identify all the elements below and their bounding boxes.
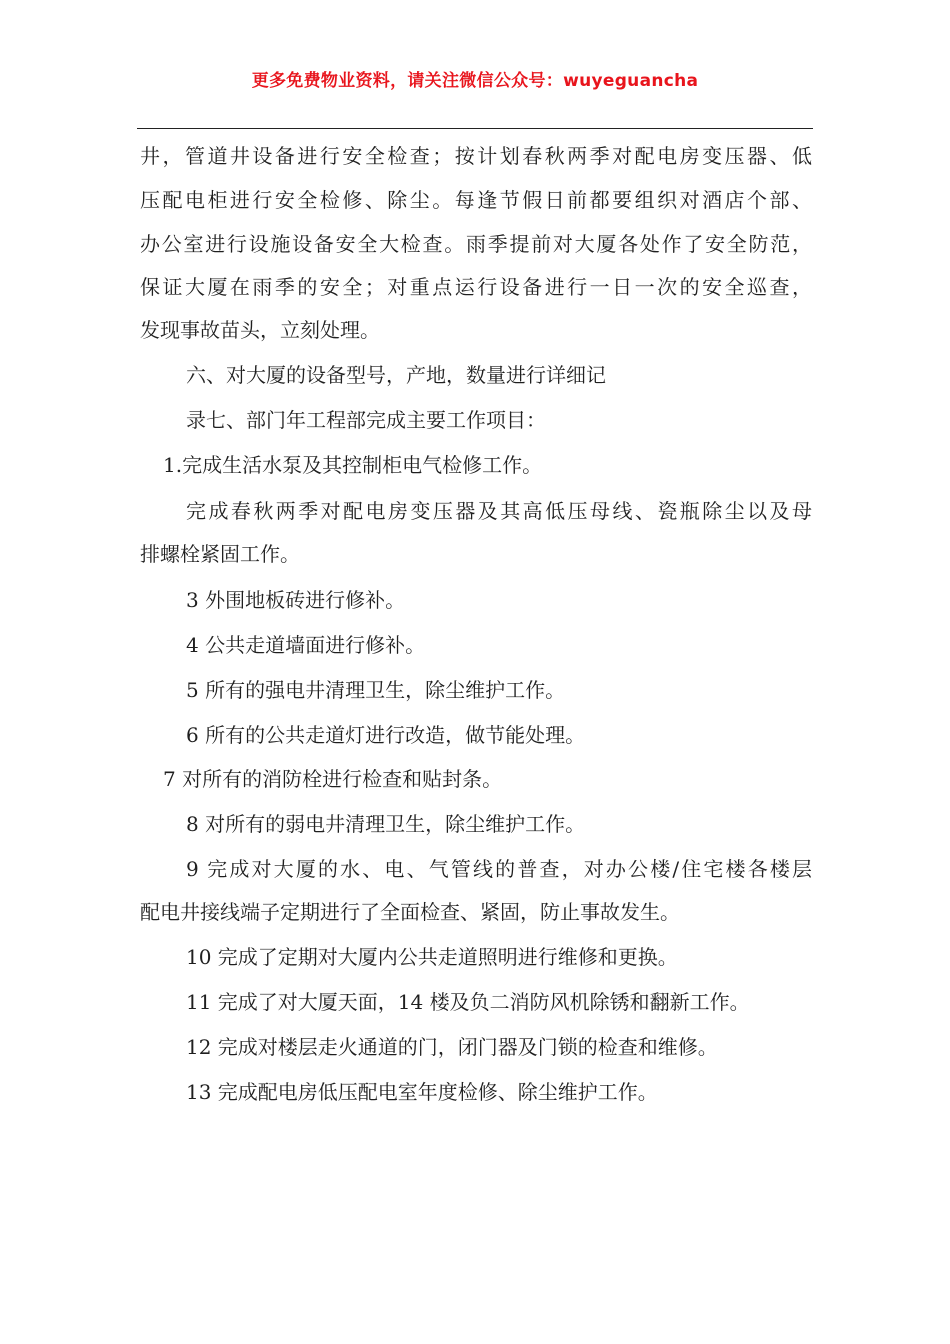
body-line: 录七、部门年工程部完成主要工作项目： (186, 408, 546, 432)
list-item: 12 完成对楼层走火通道的门，闭门器及门锁的检查和维修。 (186, 1035, 718, 1059)
body-line: 保证大厦在雨季的安全；对重点运行设备进行一日一次的安全巡查， (140, 275, 812, 299)
list-item: 完成春秋两季对配电房变压器及其高低压母线、瓷瓶除尘以及母 (186, 499, 812, 523)
list-item: 4 公共走道墙面进行修补。 (186, 633, 426, 657)
body-line: 办公室进行设施设备安全大检查。雨季提前对大厦各处作了安全防范， (140, 232, 812, 256)
list-item: 8 对所有的弱电井清理卫生，除尘维护工作。 (186, 812, 586, 836)
list-item-continuation: 排螺栓紧固工作。 (140, 542, 300, 566)
list-item: 10 完成了定期对大厦内公共走道照明进行维修和更换。 (186, 945, 678, 969)
list-item: 7 对所有的消防栓进行检查和贴封条。 (163, 767, 503, 791)
body-line: 发现事故苗头，立刻处理。 (140, 318, 380, 342)
list-item: 1.完成生活水泵及其控制柜电气检修工作。 (163, 453, 543, 477)
body-line: 六、对大厦的设备型号，产地，数量进行详细记 (186, 363, 606, 387)
list-item: 13 完成配电房低压配电室年度检修、除尘维护工作。 (186, 1080, 658, 1104)
list-item: 9 完成对大厦的水、电、气管线的普查，对办公楼/住宅楼各楼层 (186, 857, 812, 881)
body-line: 井，管道井设备进行安全检查；按计划春秋两季对配电房变压器、低 (140, 144, 812, 168)
list-item: 11 完成了对大厦天面，14 楼及负二消防风机除锈和翻新工作。 (186, 990, 750, 1014)
body-line: 压配电柜进行安全检修、除尘。每逢节假日前都要组织对酒店个部、 (140, 188, 812, 212)
list-item: 5 所有的强电井清理卫生，除尘维护工作。 (186, 678, 566, 702)
list-item: 6 所有的公共走道灯进行改造，做节能处理。 (186, 723, 586, 747)
list-item: 3 外围地板砖进行修补。 (186, 588, 406, 612)
list-item-continuation: 配电井接线端子定期进行了全面检查、紧固，防止事故发生。 (140, 900, 680, 924)
header-divider (137, 128, 813, 129)
page-header-promo: 更多免费物业资料，请关注微信公众号：wuyeguancha (251, 71, 699, 91)
